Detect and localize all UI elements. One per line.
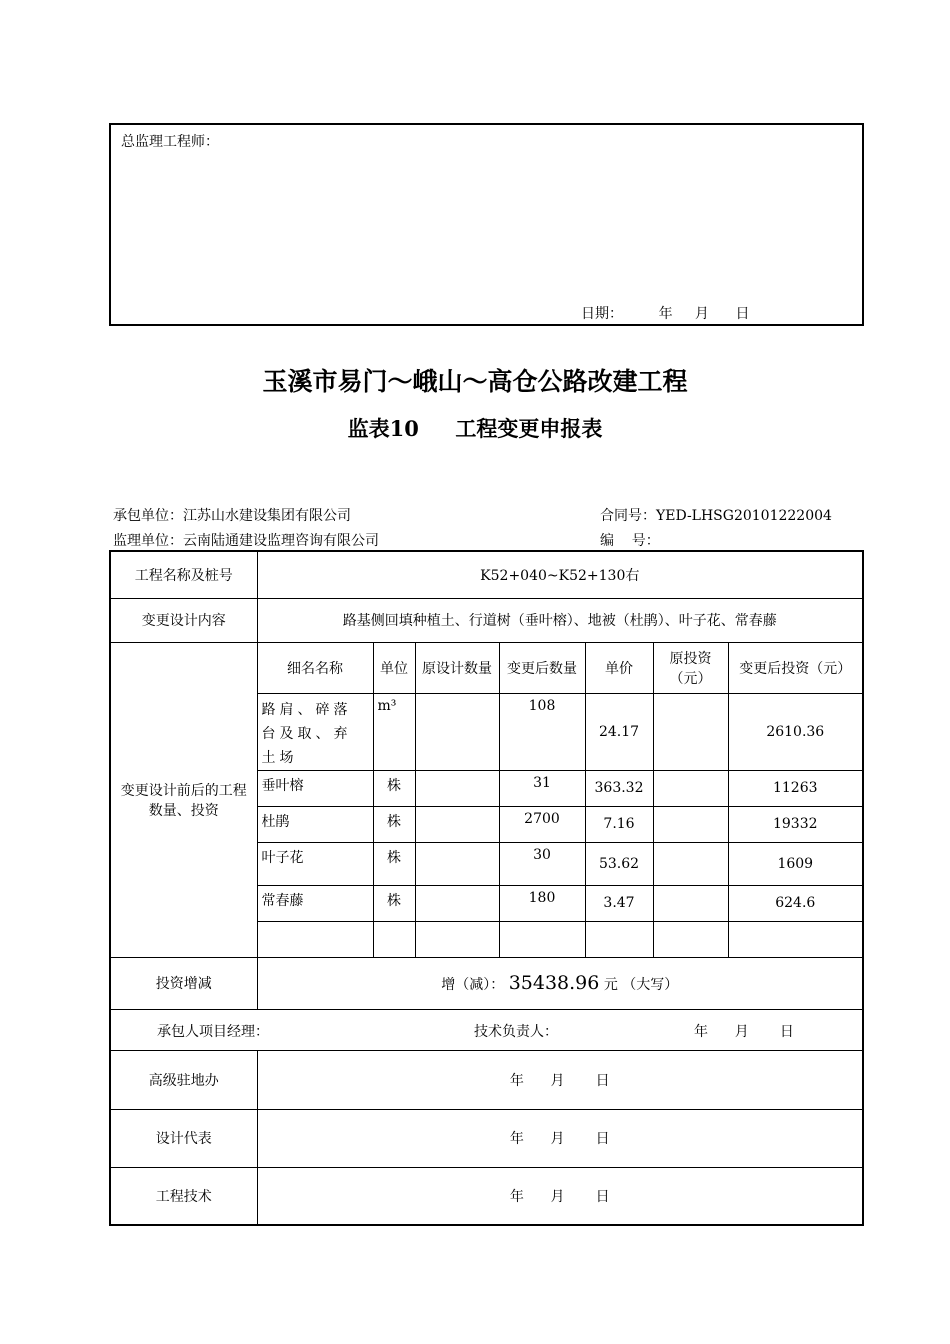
approval-row xyxy=(110,1050,863,1109)
approval-row xyxy=(110,1109,863,1167)
project-value: K52+040~K52+130右 xyxy=(257,551,863,598)
header-cell: 单位 xyxy=(373,642,415,693)
item-unit: 株 xyxy=(373,842,415,885)
item-original-qty xyxy=(415,770,499,806)
investment-label: 投资增减 xyxy=(110,957,257,1009)
manager-date: 年 月 日 xyxy=(694,1023,794,1040)
item-unit: 株 xyxy=(373,885,415,921)
item-unit: 株 xyxy=(373,806,415,842)
approval-date: 年 月 日 xyxy=(257,1109,863,1167)
item-name: 常春藤 xyxy=(257,885,373,921)
item-name: 叶子花 xyxy=(257,842,373,885)
item-unit-price: 24.17 xyxy=(585,693,653,770)
manager-label: 承包人项目经理： xyxy=(157,1023,269,1040)
serial-number: 编 号： xyxy=(600,533,660,549)
form-title: 监表10 工程变更申报表 xyxy=(347,416,603,441)
investment-value xyxy=(257,957,863,1009)
project-row xyxy=(110,551,863,598)
content-value: 路基侧回填种植土、行道树（垂叶榕）、地被（杜鹃）、叶子花、常春藤 xyxy=(257,598,863,642)
investment-suffix: 元 （大写） xyxy=(603,977,679,993)
approval-label: 工程技术 xyxy=(110,1167,257,1225)
manager-cell xyxy=(110,1009,863,1050)
item-new-invest: 11263 xyxy=(728,770,863,806)
item-original-qty xyxy=(415,806,499,842)
item-new-qty: 2700 xyxy=(499,806,585,842)
item-new-qty: 31 xyxy=(499,770,585,806)
item-new-qty: 180 xyxy=(499,885,585,921)
header-cell: 原投资（元） xyxy=(653,642,728,693)
item-new-qty: 108 xyxy=(499,693,585,770)
item-original-qty xyxy=(415,921,499,957)
item-unit-price: 3.47 xyxy=(585,885,653,921)
header-cell: 细名名称 xyxy=(257,642,373,693)
quantity-label: 变更设计前后的工程数量、投资 xyxy=(110,642,257,957)
item-unit xyxy=(373,921,415,957)
item-original-qty xyxy=(415,885,499,921)
change-form-table xyxy=(109,550,864,1226)
document-title: 玉溪市易门～峨山～高仓公路改建工程 xyxy=(262,367,688,396)
item-new-invest: 624.6 xyxy=(728,885,863,921)
item-name: 杜鹃 xyxy=(257,806,373,842)
item-new-invest xyxy=(728,921,863,957)
item-original-qty xyxy=(415,693,499,770)
approval-label: 高级驻地办 xyxy=(110,1050,257,1109)
item-original-invest xyxy=(653,921,728,957)
item-unit-price: 7.16 xyxy=(585,806,653,842)
contractor-unit: 承包单位：江苏山水建设集团有限公司 xyxy=(113,508,351,524)
project-label: 工程名称及桩号 xyxy=(110,551,257,598)
approval-row xyxy=(110,1167,863,1225)
chief-engineer-date: 日期： 年 月 日 xyxy=(581,306,750,322)
approval-date: 年 月 日 xyxy=(257,1050,863,1109)
approval-label: 设计代表 xyxy=(110,1109,257,1167)
item-new-invest: 1609 xyxy=(728,842,863,885)
item-new-qty: 30 xyxy=(499,842,585,885)
chief-engineer-label: 总监理工程师： xyxy=(121,134,219,150)
item-new-invest: 2610.36 xyxy=(728,693,863,770)
investment-row xyxy=(110,957,863,1009)
item-original-invest xyxy=(653,693,728,770)
signature-row xyxy=(110,1009,863,1050)
item-original-invest xyxy=(653,885,728,921)
item-name: 垂叶榕 xyxy=(257,770,373,806)
approval-date: 年 月 日 xyxy=(257,1167,863,1225)
item-original-invest xyxy=(653,806,728,842)
tech-lead-label: 技术负责人： xyxy=(474,1023,558,1040)
item-name: 路肩、碎落台及取、弃土场 xyxy=(257,693,373,770)
investment-amount: 35438.96 xyxy=(508,972,600,994)
item-new-invest: 19332 xyxy=(728,806,863,842)
contract-number: 合同号：YED-LHSG20101222004 xyxy=(600,508,832,524)
item-original-qty xyxy=(415,842,499,885)
item-unit-price xyxy=(585,921,653,957)
item-original-invest xyxy=(653,770,728,806)
content-label: 变更设计内容 xyxy=(110,598,257,642)
header-cell: 变更后投资（元） xyxy=(728,642,863,693)
header-cell: 变更后数量 xyxy=(499,642,585,693)
item-unit: 株 xyxy=(373,770,415,806)
supervisor-unit: 监理单位：云南陆通建设监理咨询有限公司 xyxy=(113,533,379,549)
item-original-invest xyxy=(653,842,728,885)
item-unit-price: 53.62 xyxy=(585,842,653,885)
header-cell: 单价 xyxy=(585,642,653,693)
investment-prefix: 增（减）： xyxy=(441,977,505,993)
item-unit-price: 363.32 xyxy=(585,770,653,806)
table-header-row xyxy=(110,642,863,693)
header-cell: 原设计数量 xyxy=(415,642,499,693)
item-name xyxy=(257,921,373,957)
item-unit: m³ xyxy=(373,693,415,770)
content-row xyxy=(110,598,863,642)
item-new-qty xyxy=(499,921,585,957)
chief-engineer-box xyxy=(109,123,864,326)
